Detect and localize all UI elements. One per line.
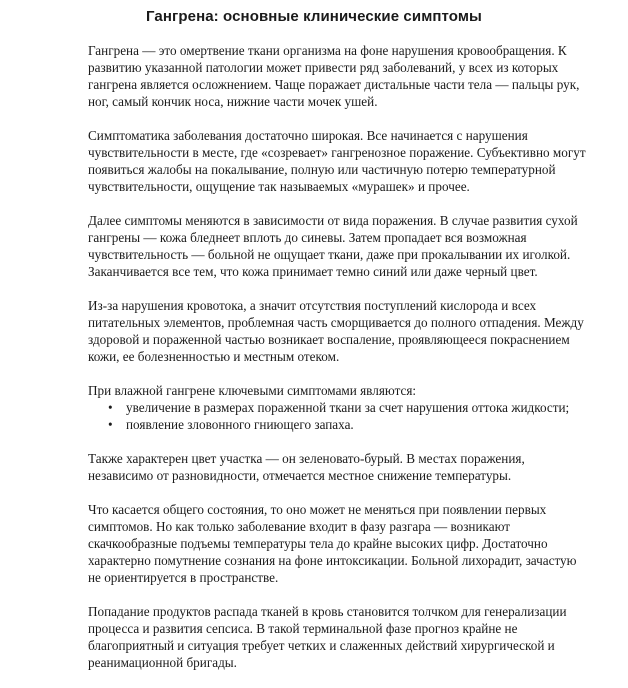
bullet-icon: • bbox=[108, 417, 113, 432]
paragraph-general-state: Что касается общего состояния, то оно может не меняться при появлении первых симптомов. Но как только заболевание входит в фазу разгара — возникают скачкообразные подъемы температуры тела до крайне высоких цифр. Достаточно характерно помутнение сознания на фоне интоксикации. Больной лихорадит, зачастую не ориентируется в пространстве. bbox=[88, 502, 577, 585]
paragraph-blood-flow: Из-за нарушения кровотока, а значит отсутствия поступлений кислорода и всех питательных элементов, проблемная часть сморщивается до полного отпадения. Между здоровой и пораженной частью возникает воспаление, проявляющееся покраснением кожи, ее болезненностью и местным отеком. bbox=[88, 298, 584, 364]
list-item bbox=[88, 399, 588, 416]
paragraph-definition: Гангрена — это омертвение ткани организма на фоне нарушения кровообращения. К развитию указанной патологии может привести ряд заболеваний, у всех из которых гангрена является осложнением. Чаще поражает дистальные части тела — пальцы рук, ног, самый кончик носа, нижние части мочек ушей. bbox=[88, 43, 580, 109]
paragraph-sepsis: Попадание продуктов распада тканей в кровь становится толчком для генерализации процесса и развития сепсиса. В такой терминальной фазе прогноз крайне не благоприятный и ситуация требует четких и слаженных действий хирургической и реанимационной бригады. bbox=[88, 604, 567, 670]
bullet-icon: • bbox=[108, 400, 113, 415]
list-item-text: увеличение в размерах пораженной ткани за счет нарушения оттока жидкости; bbox=[126, 400, 570, 415]
paragraph-dry-gangrene: Далее симптомы меняются в зависимости от вида поражения. В случае развития сухой гангрены — кожа бледнеет вплоть до синевы. Затем пропадает вся возможная чувствительность — больной не ощущает ткани, даже при прокалывании их иголкой. Заканчивается все тем, что кожа принимает темно синий или даже черный цвет. bbox=[88, 213, 578, 279]
paragraph-color: Также характерен цвет участка — он зеленовато-бурый. В местах поражения, независимо от разновидности, отмечается местное снижение температуры. bbox=[88, 451, 525, 483]
document-title: Гангрена: основные клинические симптомы bbox=[146, 8, 482, 25]
list-item bbox=[88, 416, 588, 433]
document-body bbox=[88, 42, 588, 688]
paragraph-symptoms-onset: Симптоматика заболевания достаточно широкая. Все начинается с нарушения чувствительности в месте, где «созревает» гангренозное поражение. Субъективно могут появиться жалобы на покалывание, полную или частичную потерю температурной чувствительности, ощущение так называемых «мурашек» и прочее. bbox=[88, 128, 586, 194]
paragraph-wet-gangrene-intro: При влажной гангрене ключевыми симптомами являются: bbox=[88, 383, 417, 398]
list-item-text: появление зловонного гниющего запаха. bbox=[126, 417, 354, 432]
wet-gangrene-symptom-list bbox=[88, 399, 588, 433]
